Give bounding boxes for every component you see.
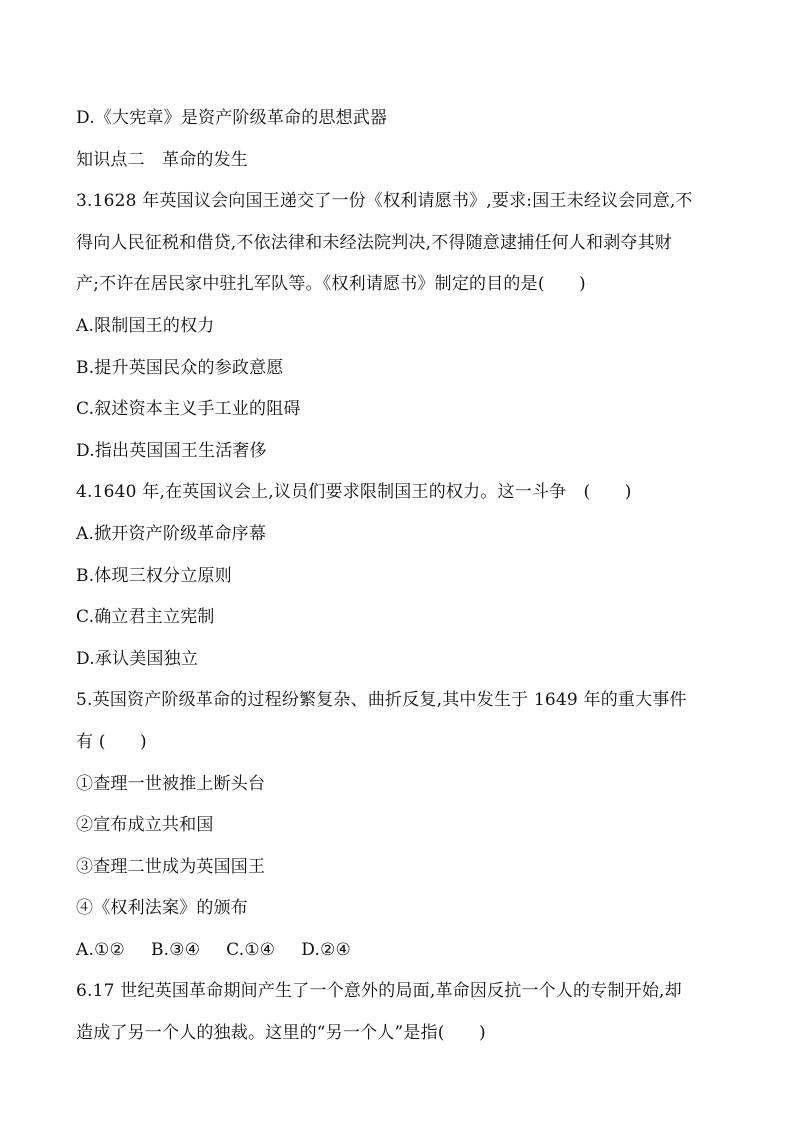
q3-stem-line-3: 产;不许在居民家中驻扎军队等。《权利请愿书》制定的目的是( ) (76, 274, 586, 295)
q6-stem-line-1: 6.17 世纪英国革命期间产生了一个意外的局面,革命因反抗一个人的专制开始,却 (76, 981, 682, 1002)
q5-item-3: ③查理二世成为英国国王 (76, 856, 266, 877)
q3-option-c: C.叙述资本主义手工业的阻碍 (76, 399, 301, 420)
q6-stem-line-2: 造成了另一个人的独裁。这里的“另一个人”是指( ) (76, 1023, 486, 1044)
q3-option-b: B.提升英国民众的参政意愿 (76, 357, 284, 378)
document-page (76, 98, 726, 1055)
section-heading: 知识点二 革命的发生 (76, 149, 248, 170)
q5-stem-line-1: 5.英国资产阶级革命的过程纷繁复杂、曲折反复,其中发生于 1649 年的重大事件 (76, 690, 687, 711)
q4-option-a: A.掀开资产阶级革命序幕 (76, 523, 267, 544)
q2-option-d: D.《大宪章》是资产阶级革命的思想武器 (76, 108, 388, 128)
q3-option-a: A.限制国王的权力 (76, 315, 215, 336)
q5-stem-line-2: 有 ( ) (76, 731, 147, 752)
q5-item-1: ①查理一世被推上断头台 (76, 773, 266, 794)
q4-option-c: C.确立君主立宪制 (76, 607, 215, 628)
q5-option-a: A.①② (76, 939, 125, 960)
q5-options (76, 930, 726, 972)
q5-option-d: D.②④ (301, 939, 351, 960)
q3-stem-line-2: 得向人民征税和借贷,不依法律和未经法院判决,不得随意逮捕任何人和剥夺其财 (76, 232, 673, 253)
q5-item-4: ④《权利法案》的颁布 (76, 898, 248, 919)
q4-stem: 4.1640 年,在英国议会上,议员们要求限制国王的权力。这一斗争 ( ) (76, 482, 632, 503)
q3-stem-line-1: 3.1628 年英国议会向国王递交了一份《权利请愿书》,要求:国王未经议会同意,不 (76, 191, 693, 212)
q5-item-2: ②宣布成立共和国 (76, 815, 214, 836)
q5-option-b: B.③④ (150, 939, 201, 960)
q4-option-d: D.承认美国独立 (76, 648, 199, 669)
q5-option-c: C.①④ (226, 939, 276, 960)
q3-option-d: D.指出英国国王生活奢侈 (76, 440, 267, 461)
q4-option-b: B.体现三权分立原则 (76, 565, 232, 586)
